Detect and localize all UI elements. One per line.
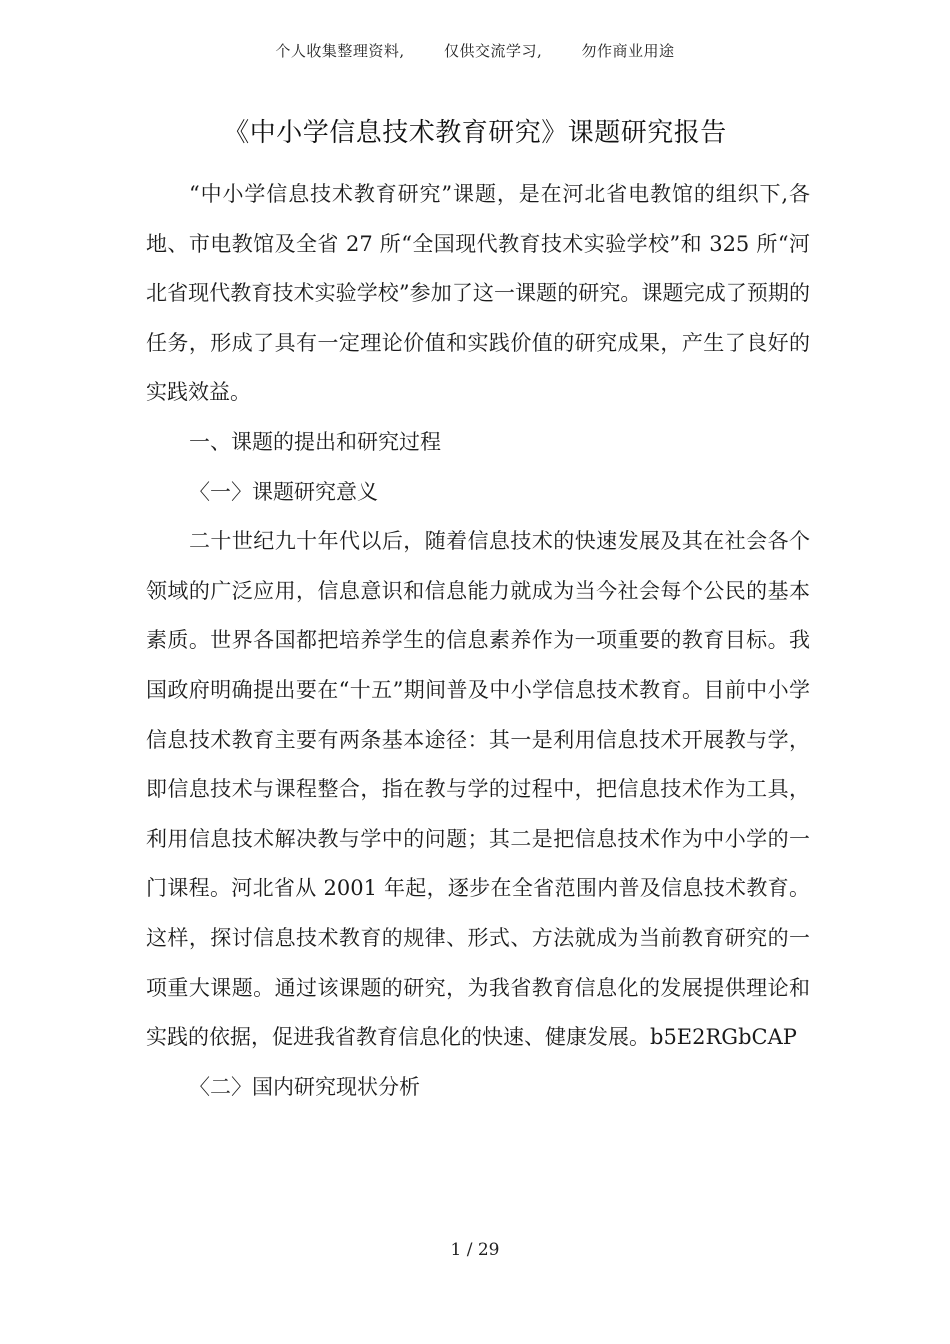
header-text-personal: 个人收集整理资料, (275, 42, 405, 60)
header-text-exchange: 仅供交流学习, (443, 42, 543, 60)
document-title: 《中小学信息技术教育研究》课题研究报告 (223, 118, 727, 148)
page-header (0, 40, 950, 61)
document-body (146, 170, 810, 1112)
section-heading-1: 一、课题的提出和研究过程 (189, 429, 441, 454)
subsection-heading-1: 〈一〉课题研究意义 (189, 479, 378, 504)
paragraph-significance: 二十世纪九十年代以后，随着信息技术的快速发展及其在社会各个领域的广泛应用，信息意识和信息能力就成为当今社会每个公民的基本素质。世界各国都把培养学生的信息素养作为一项重要的教育目标。我国政府明确提出要在“十五”期间普及中小学信息技术教育。目前中小学信息技术教育主要有两条基本途径：其一是利用信息技术开展教与学，即信息技术与课程整合，指在教与学的过程中，把信息技术作为工具，利用信息技术解决教与学中的问题；其二是把信息技术作为中小学的一门课程。河北省从 2001 年起，逐步在全省范围内普及信息技术教育。这样，探讨信息技术教育的规律、形式、方法就成为当前教育研究的一项重大课题。通过该课题的研究，为我省教育信息化的发展提供理论和实践的依据，促进我省教育信息化的快速、健康发展。b5E2RGbCAP (146, 529, 810, 1050)
header-text-noncommercial: 勿作商业用途 (581, 42, 675, 60)
page-number: 1 / 29 (450, 1240, 500, 1260)
paragraph-intro: “中小学信息技术教育研究”课题，是在河北省电教馆的组织下,各地、市电教馆及全省 27 所“全国现代教育技术实验学校”和 325 所“河北省现代教育技术实验学校”参加了这一课题的研究。课题完成了预期的任务，形成了具有一定理论价值和实践价值的研究成果，产生了良好的实践效益。 (146, 182, 810, 405)
subsection-heading-2: 〈二〉国内研究现状分析 (189, 1074, 420, 1099)
